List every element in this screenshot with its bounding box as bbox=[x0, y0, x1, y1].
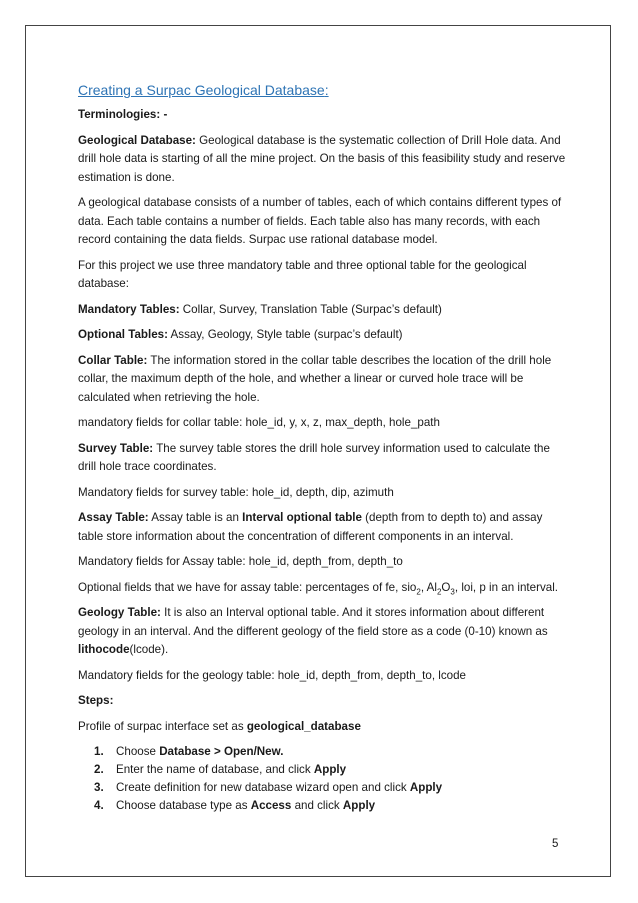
collar-fields-paragraph: mandatory fields for collar table: hole_id, y, x, z, max_depth, hole_path bbox=[78, 416, 440, 429]
profile-paragraph: Profile of surpac interface set as geological_database bbox=[78, 719, 361, 733]
optional-tables-paragraph: Optional Tables: Assay, Geology, Style table (surpac’s default) bbox=[78, 328, 403, 341]
assay-fields-paragraph: Mandatory fields for Assay table: hole_id, depth_from, depth_to bbox=[78, 555, 403, 568]
survey-table-paragraph: Survey Table: The survey table stores the drill hole survey information used to calculate the drill hole trace coordinates. bbox=[78, 441, 550, 473]
steps-title: Steps: bbox=[78, 694, 114, 707]
steps-list bbox=[78, 743, 566, 815]
document-body bbox=[78, 80, 566, 815]
terminologies-title: Terminologies: - bbox=[78, 108, 168, 121]
heading-colon: : bbox=[324, 82, 329, 98]
tables-paragraph: A geological database consists of a number of tables, each of which contains different types of data. Each table contains a number of fields. Each table also has many records, with each record containing the data fields. Surpac use rational database model. bbox=[78, 196, 562, 246]
page-number: 5 bbox=[552, 838, 559, 850]
survey-fields-paragraph: Mandatory fields for survey table: hole_id, depth, dip, azimuth bbox=[78, 485, 394, 499]
list-item: 2. Enter the name of database, and click Apply bbox=[94, 763, 347, 776]
geological-database-paragraph: Geological Database: Geological database is the systematic collection of Drill Hole data. And drill hole data is starting of all the mine project. On the basis of this feasibility study and reserve estimation is done. bbox=[78, 133, 566, 184]
heading-title: Creating a Surpac Geological Database bbox=[78, 82, 325, 98]
mandatory-tables-paragraph: Mandatory Tables: Collar, Survey, Translation Table (Surpac’s default) bbox=[78, 302, 442, 316]
section-heading bbox=[78, 80, 566, 100]
geology-table-paragraph: Geology Table: It is also an Interval optional table. And it stores information about different geology in an interval. And the different geology of the field store as a code (0-10) known as lithocode(lcode). bbox=[78, 606, 548, 656]
list-item: 4. Choose database type as Access and click Apply bbox=[94, 799, 376, 812]
collar-table-paragraph: Collar Table: The information stored in the collar table describes the location of the drill hole collar, the maximum depth of the hole, and whether a linear or curved hole trace will be calculated when retrieving the hole. bbox=[78, 353, 552, 404]
assay-optional-paragraph: Optional fields that we have for assay table: percentages of fe, sio$_2$, $Al_2O_3$, loi, p in an interval. bbox=[78, 580, 558, 596]
list-item: 1. Choose Database > Open/New. bbox=[94, 745, 284, 758]
assay-table-paragraph: Assay Table: Assay table is an Interval optional table (depth from to depth to) and assay table store information about the concentration of different components in an interval. bbox=[78, 511, 543, 543]
geology-fields-paragraph: Mandatory fields for the geology table: hole_id, depth_from, depth_to, lcode bbox=[78, 668, 466, 682]
project-paragraph: For this project we use three mandatory table and three optional table for the geological database: bbox=[78, 258, 527, 290]
list-item: 3. Create definition for new database wizard open and click Apply bbox=[94, 781, 443, 794]
